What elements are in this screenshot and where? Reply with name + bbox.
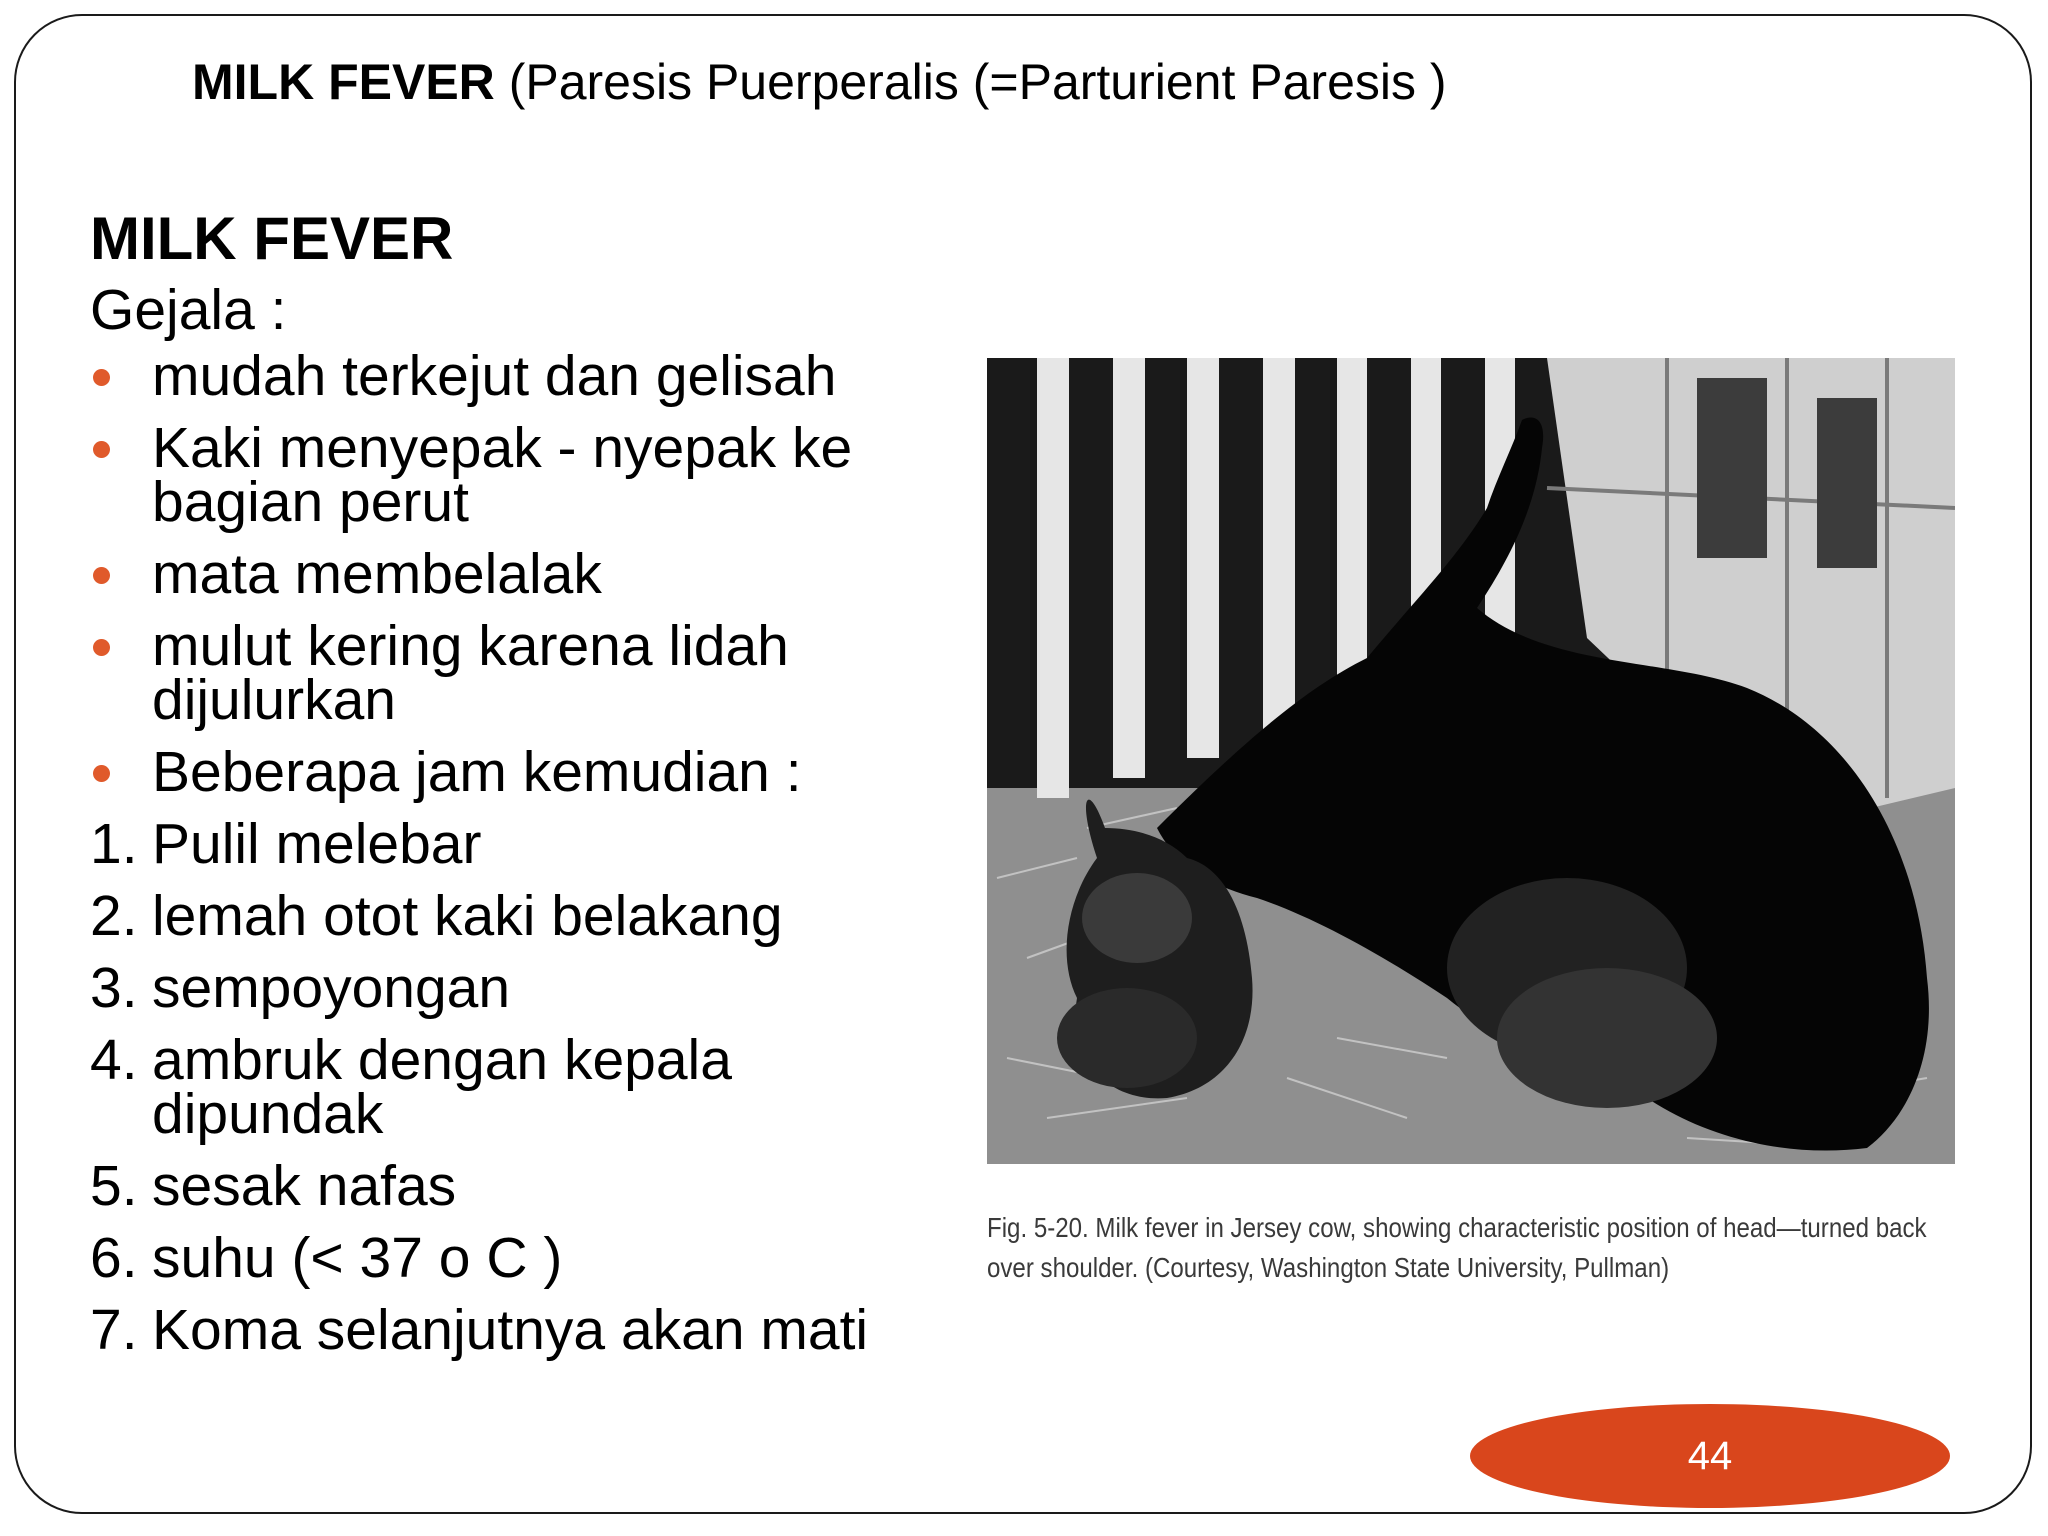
bullet-dot-icon: [93, 441, 110, 458]
caption-line-1: Fig. 5-20. Milk fever in Jersey cow, showing characteristic position of head—turned back: [987, 1212, 1927, 1243]
numbered-item: 2. lemah otot kaki belakang: [90, 884, 783, 948]
page-number-badge: [1470, 1404, 1950, 1508]
bullet-dot-icon: [93, 765, 110, 782]
bullet-item: mata membelalak: [90, 547, 990, 601]
bullet-dot-icon: [93, 369, 110, 386]
bullet-dot-icon: [93, 567, 110, 584]
numbered-item: 6. suhu (< 37 o C ): [90, 1226, 563, 1290]
numbered-item: 1. Pulil melebar: [90, 812, 482, 876]
section-heading: MILK FEVER: [90, 205, 454, 272]
figure-caption: [987, 1208, 1967, 1288]
slide-title-rest: (Paresis Puerperalis (=Parturient Paresis ): [494, 54, 1447, 110]
symptom-bullet-list: [90, 344, 990, 804]
bullet-item: Beberapa jam kemudian :: [90, 745, 990, 799]
content-column: [90, 205, 990, 1375]
numbered-item: 4. ambruk dengan kepala dipundak: [90, 1028, 732, 1146]
bullet-item: Kaki menyepak - nyepak ke bagian perut: [90, 421, 990, 529]
caption-line-2: over shoulder. (Courtesy, Washington State University, Pullman): [987, 1252, 1670, 1283]
bullet-dot-icon: [93, 639, 110, 656]
numbered-item: 3. sempoyongan: [90, 956, 511, 1020]
bullet-item: mudah terkejut dan gelisah: [90, 349, 990, 403]
numbered-symptom-list: [90, 812, 990, 1362]
numbered-item: 5. sesak nafas: [90, 1154, 457, 1218]
cow-photo: [987, 358, 1955, 1164]
slide-title-bold: MILK FEVER: [192, 54, 495, 110]
bullet-item: mulut kering karena lidah dijulurkan: [90, 619, 990, 727]
cow-photo-illustration: [987, 358, 1955, 1164]
slide-title: [192, 52, 1447, 112]
section-subheading: Gejala :: [90, 278, 287, 342]
numbered-item: 7. Koma selanjutnya akan mati: [90, 1298, 869, 1362]
page-number: 44: [1687, 1433, 1733, 1478]
